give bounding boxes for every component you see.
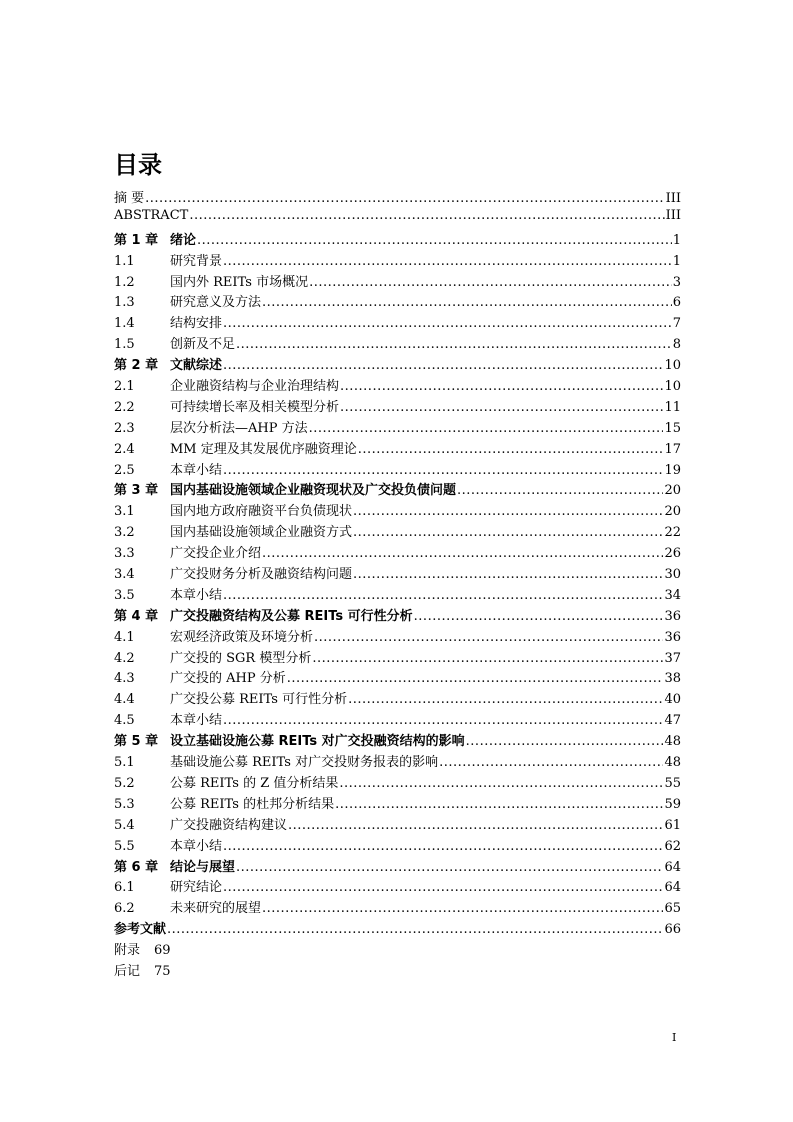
toc-entry-page: 47 [664,713,681,729]
toc-entry-title: 公募 REITs 的杜邦分析结果 [170,796,335,812]
dot-leader [335,797,663,812]
dot-leader [339,776,663,791]
dot-leader [223,463,663,478]
toc-entry[interactable] [114,626,681,647]
dot-leader [223,713,663,728]
toc-entry-number: 5.3 [114,796,135,812]
dot-leader [439,755,663,770]
toc-entry-title: ABSTRACT [114,207,189,223]
toc-entry-number: 5.4 [114,817,135,833]
toc-entry-number: 第 5 章 [114,734,159,750]
toc-entry-number: 第 3 章 [114,483,159,499]
toc-entry-number: 1.3 [114,295,135,311]
toc-entry-number: 3.5 [114,587,135,603]
dot-leader [353,504,663,519]
toc-entry-page: 20 [664,504,681,520]
toc-entry[interactable] [114,814,681,835]
toc-entry-page: 64 [664,859,681,875]
toc-entry-title: 本章小结 [170,713,223,729]
dot-leader [262,546,663,561]
dot-leader [262,295,672,310]
toc-entry-page: 75 [154,963,171,979]
toc-entry-title: 设立基础设施公募 REITs 对广交投融资结构的影响 [170,734,465,750]
toc-entry[interactable] [114,960,681,981]
toc-entry-title: 基础设施公募 REITs 对广交投财务报表的影响 [170,755,439,771]
toc-entry-page: 65 [664,901,681,917]
toc-entry-page: III [665,207,681,223]
toc-entry[interactable] [114,688,681,709]
toc-entry-page: 59 [664,796,681,812]
toc-entry-page: 26 [664,546,681,562]
toc-entry[interactable] [114,605,681,626]
toc-entry[interactable] [114,939,681,960]
toc-entry-page: 6 [672,295,681,311]
toc-entry-page: 10 [664,358,681,374]
toc-entry-title: 宏观经济政策及环境分析 [170,629,314,645]
toc-entry[interactable] [114,438,681,459]
toc-entry-title: 广交投企业介绍 [170,546,262,562]
dot-leader [340,400,663,415]
toc-entry-page: 69 [154,943,171,959]
toc-entry[interactable] [114,709,681,730]
toc-entry-title: 广交投融资结构建议 [170,817,288,833]
toc-entry-number: 4.2 [114,650,135,666]
dot-leader [236,860,663,875]
toc-entry-page: 17 [664,441,681,457]
toc-entry[interactable] [114,208,681,229]
toc-entry-title: 广交投公募 REITs 可行性分析 [170,692,348,708]
toc-entry-title: MM 定理及其发展优序融资理论 [170,441,357,457]
toc-entry[interactable] [114,835,681,856]
dot-leader [145,191,664,206]
toc-entry[interactable] [114,751,681,772]
toc-entry-page: 3 [672,274,681,290]
toc-entry-page: 36 [664,608,681,624]
dot-leader [309,421,664,436]
toc-entry-page: 20 [664,483,681,499]
toc-entry[interactable] [114,856,681,877]
toc-entry-number: 4.5 [114,713,135,729]
dot-leader [197,233,672,248]
toc-entry[interactable] [114,667,681,688]
toc-entry[interactable] [114,459,681,480]
toc-entry-title: 国内基础设施领域企业融资现状及广交投负债问题 [170,483,457,499]
dot-leader [223,880,663,895]
dot-leader [353,525,663,540]
toc-entry[interactable] [114,312,681,333]
toc-entry[interactable] [114,291,681,312]
table-of-contents [114,187,681,981]
toc-entry-page: 10 [664,379,681,395]
toc-entry-number: 2.5 [114,462,135,478]
toc-entry-number: 6.1 [114,880,135,896]
toc-entry-page: 48 [664,755,681,771]
toc-entry-page: III [665,191,681,206]
toc-entry-title: 附录 [114,943,141,959]
toc-entry[interactable] [114,918,681,939]
toc-entry-page: 36 [664,629,681,645]
dot-leader [312,651,663,666]
toc-entry-title: 研究背景 [170,253,223,269]
toc-entry-title: 结论与展望 [170,859,236,875]
dot-leader [223,588,663,603]
toc-entry-page: 61 [664,817,681,833]
toc-entry-title: 可持续增长率及相关模型分析 [170,399,340,415]
toc-entry-number: 2.4 [114,441,135,457]
toc-entry-number: 第 6 章 [114,859,159,875]
toc-entry-title: 本章小结 [170,462,223,478]
toc-entry-number: 5.2 [114,775,135,791]
toc-entry[interactable] [114,354,681,375]
toc-entry-page: 30 [664,567,681,583]
toc-entry[interactable] [114,772,681,793]
toc-entry-title: 国内外 REITs 市场概况 [170,274,309,290]
toc-entry[interactable] [114,521,681,542]
toc-entry-number: 4.1 [114,629,135,645]
toc-entry-number: 3.3 [114,546,135,562]
toc-entry-title: 企业融资结构与企业治理结构 [170,379,340,395]
dot-leader [466,734,664,749]
toc-entry-title: 结构安排 [170,316,223,332]
dot-leader [262,901,663,916]
toc-entry-number: 1.5 [114,337,135,353]
toc-entry[interactable] [114,542,681,563]
toc-entry[interactable] [114,333,681,354]
toc-entry[interactable] [114,187,681,208]
toc-entry[interactable] [114,396,681,417]
toc-entry-title: 摘 要 [114,191,145,206]
toc-entry[interactable] [114,417,681,438]
toc-entry[interactable] [114,479,681,500]
toc-entry-number: 5.5 [114,838,135,854]
toc-entry[interactable] [114,647,681,668]
toc-entry-page: 62 [664,838,681,854]
toc-entry-number: 第 1 章 [114,232,159,248]
dot-leader [288,818,663,833]
toc-entry[interactable] [114,876,681,897]
toc-entry-title: 广交投融资结构及公募 REITs 可行性分析 [170,608,413,624]
toc-entry-page: 1 [672,232,681,248]
toc-entry-title: 绪论 [170,232,197,248]
toc-entry-number: 2.3 [114,420,135,436]
toc-entry-title: 参考文献 [114,922,167,938]
toc-entry-title: 后记 [114,963,141,979]
toc-entry-number: 3.4 [114,567,135,583]
toc-entry-title: 本章小结 [170,838,223,854]
toc-entry-page: 66 [664,922,681,938]
toc-entry-page: 15 [664,420,681,436]
dot-leader [223,316,672,331]
toc-entry-number: 第 4 章 [114,608,159,624]
dot-leader [223,358,663,373]
toc-entry-number: 2.2 [114,399,135,415]
toc-entry-page: 19 [664,462,681,478]
dot-leader [223,839,663,854]
toc-entry-title: 国内基础设施领域企业融资方式 [170,525,353,541]
dot-leader [348,692,663,707]
toc-entry-page: 37 [664,650,681,666]
toc-entry-number: 3.1 [114,504,135,520]
toc-entry-title: 未来研究的展望 [170,901,262,917]
toc-entry-page: 22 [664,525,681,541]
toc-entry-page: 11 [664,399,681,415]
dot-leader [287,671,664,686]
dot-leader [309,275,672,290]
toc-entry-title: 层次分析法—AHP 方法 [170,420,308,436]
toc-entry-number: 5.1 [114,755,135,771]
dot-leader [414,609,664,624]
toc-entry[interactable] [114,563,681,584]
page-number: I [672,1031,677,1044]
toc-entry-title: 创新及不足 [170,337,236,353]
toc-entry-number: 3.2 [114,525,135,541]
dot-leader [223,254,672,269]
toc-entry-title: 广交投财务分析及融资结构问题 [170,567,353,583]
toc-entry-title: 广交投的 AHP 分析 [170,671,286,687]
toc-entry[interactable] [114,793,681,814]
toc-entry-page: 1 [672,253,681,269]
toc-entry-title: 研究意义及方法 [170,295,262,311]
dot-leader [353,567,663,582]
toc-entry-number: 2.1 [114,379,135,395]
toc-entry[interactable] [114,897,681,918]
toc-entry-page: 48 [664,734,681,750]
toc-entry[interactable] [114,730,681,751]
dot-leader [457,483,663,498]
toc-entry[interactable] [114,229,681,250]
toc-entry-title: 本章小结 [170,587,223,603]
dot-leader [358,442,664,457]
toc-entry-title: 公募 REITs 的 Z 值分析结果 [170,775,339,791]
toc-entry-number: 4.3 [114,671,135,687]
dot-leader [236,337,672,352]
toc-entry[interactable] [114,375,681,396]
toc-entry[interactable] [114,250,681,271]
toc-entry[interactable] [114,584,681,605]
toc-entry-number: 1.1 [114,253,135,269]
dot-leader [340,379,663,394]
toc-entry-number: 第 2 章 [114,358,159,374]
toc-entry[interactable] [114,271,681,292]
toc-entry-page: 38 [664,671,681,687]
toc-entry-page: 7 [672,316,681,332]
toc-entry-title: 研究结论 [170,880,223,896]
toc-entry-title: 文献综述 [170,358,223,374]
toc-entry-page: 34 [664,587,681,603]
toc-entry-title: 广交投的 SGR 模型分析 [170,650,312,666]
toc-entry-number: 4.4 [114,692,135,708]
toc-heading: 目录 [114,151,162,179]
toc-entry-title: 国内地方政府融资平台负债现状 [170,504,353,520]
toc-entry-page: 8 [672,337,681,353]
toc-entry-page: 40 [664,692,681,708]
toc-entry-number: 6.2 [114,901,135,917]
toc-entry-number: 1.2 [114,274,135,290]
dot-leader [167,922,663,937]
toc-entry-page: 64 [664,880,681,896]
dot-leader [189,208,664,223]
toc-entry[interactable] [114,500,681,521]
toc-entry-number: 1.4 [114,316,135,332]
dot-leader [314,630,663,645]
toc-entry-page: 55 [664,775,681,791]
